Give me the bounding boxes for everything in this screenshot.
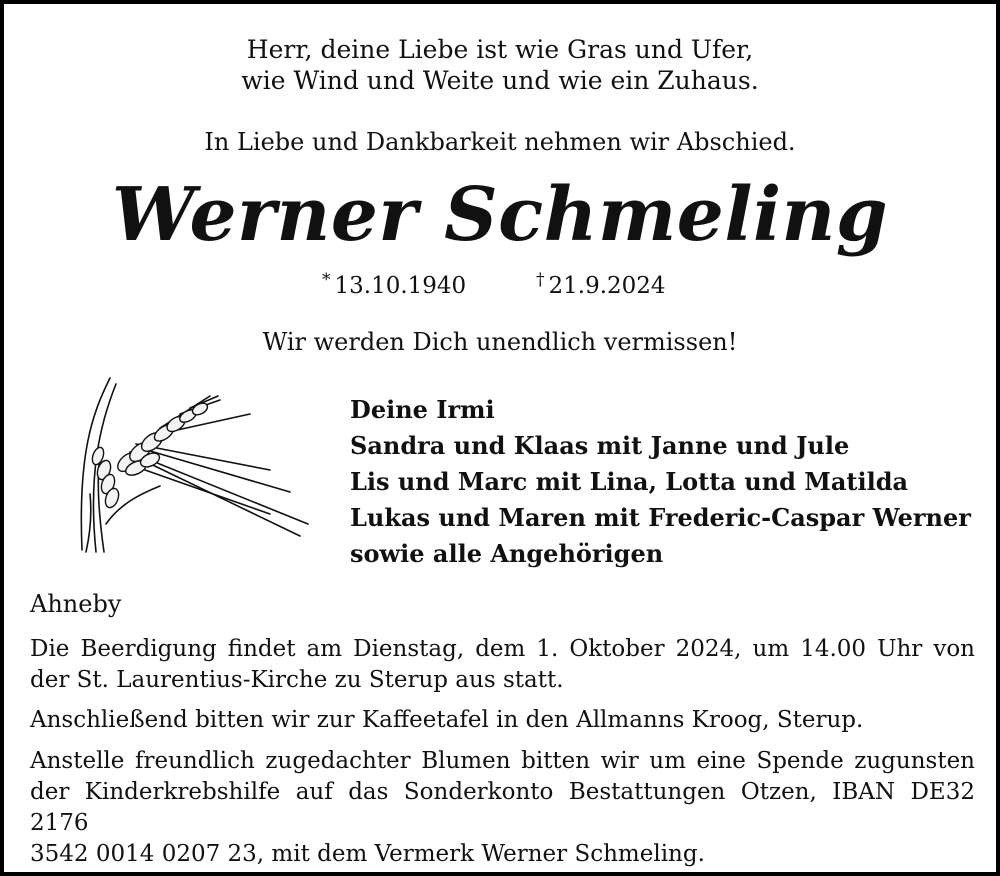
verse-line: Herr, deine Liebe ist wie Gras und Ufer, [246, 35, 754, 64]
family-line: Lis und Marc mit Lina, Lotta und Matilda [350, 467, 909, 496]
donation-text [30, 746, 975, 870]
wheat-icon [70, 374, 320, 560]
funeral-line: der St. Laurentius-Kirche zu Sterup aus statt. [30, 667, 564, 693]
verse [0, 34, 1000, 96]
family-list [350, 392, 971, 572]
donation-line: Anstelle freundlich zugedachter Blumen bitten wir um eine Spende zugunsten [30, 748, 975, 774]
coffee-line: Anschließend bitten wir zur Kaffeetafel in den Allmanns Kroog, Sterup. [30, 707, 864, 733]
family-line: Deine Irmi [350, 395, 495, 424]
place-name: Ahneby [30, 590, 122, 618]
verse-line: wie Wind und Weite und wie ein Zuhaus. [241, 66, 759, 95]
family-line: sowie alle Angehörigen [350, 539, 664, 568]
death-date [536, 270, 666, 299]
birth-symbol: * [322, 270, 331, 290]
missing-text: Wir werden Dich unendlich vermissen! [262, 328, 738, 356]
donation-line: der Kinderkrebshilfe auf das Sonderkonto Bestattungen Otzen, IBAN DE32 2176 [30, 779, 975, 836]
death-symbol: † [536, 270, 545, 290]
funeral-text [30, 634, 975, 696]
funeral-line: Die Beerdigung findet am Dienstag, dem 1. Oktober 2024, um 14.00 Uhr von [30, 636, 975, 662]
coffee-text [30, 705, 975, 736]
family-line: Sandra und Klaas mit Janne und Jule [350, 431, 850, 460]
birth-date [322, 270, 466, 299]
death-date-value: 21.9.2024 [548, 273, 666, 299]
donation-line: 3542 0014 0207 23, mit dem Vermerk Werner Schmeling. [30, 841, 705, 867]
family-line: Lukas und Maren mit Frederic-Caspar Werner [350, 503, 971, 532]
intro-text: In Liebe und Dankbarkeit nehmen wir Abschied. [204, 128, 796, 156]
deceased-name: Werner Schmeling [111, 172, 889, 258]
birth-date-value: 13.10.1940 [334, 273, 467, 299]
